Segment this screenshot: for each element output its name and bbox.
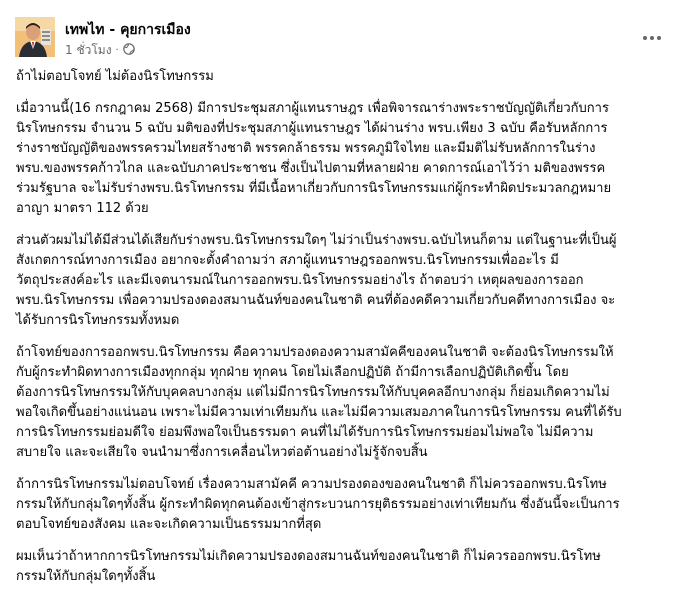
post-timestamp[interactable]: 1 ชั่วโมง	[65, 43, 112, 57]
post-paragraph: ผมเห็นว่าถ้าหากการนิรโทษกรรมไม่เกิดความปรองดองสมานฉันท์ของคนในชาติ ก็ไม่ควรออกพรบ.นิรโทษ กรรมให้กับกลุ่มใดๆทั้งสิ้น	[16, 549, 601, 584]
more-horizontal-icon	[643, 36, 647, 40]
post-meta	[65, 41, 135, 60]
post-paragraph: เมื่อวานนี้(16 กรกฎาคม 2568) มีการประชุมสภาผู้แทนราษฎร เพื่อพิจารณาร่างพระราชบัญญัติเกี่ยวกับการ นิรโทษกรรม จำนวน 5 ฉบับ มติของที่ประชุมสภาผู้แทนราษฎร ได้ผ่านร่าง พรบ.เพียง 3 ฉบับ คือรับหลักการ ร่างราชบัญญัติของพรรครวมไทยสร้างชาติ พรรคกล้าธรรม พรรคภูมิใจไทย และมีมติไม่รับหลักการในร่าง พรบ.ของพรรคก้าวไกล และฉบับภาคประชาชน ซึ่งเป็นไปตามที่หลายฝ่าย คาดการณ์เอาไว้ว่า มติของพรรค ร่วมรัฐบาล จะไม่รับร่างพรบ.นิรโทษกรรม ที่มีเนื้อหาเกี่ยวกับการนิรโทษกรรมแก่ผู้กระทำผิดประมวลกฎหมาย อาญา มาตรา 112 ด้วย	[16, 101, 612, 216]
post-header	[15, 16, 670, 60]
globe-icon-graphic	[123, 43, 135, 55]
more-horizontal-icon	[650, 36, 654, 40]
profile-photo	[15, 17, 55, 57]
more-horizontal-icon	[657, 36, 661, 40]
avatar[interactable]	[15, 17, 55, 57]
post-body	[16, 67, 671, 599]
post-paragraph: ส่วนตัวผมไม่ได้มีส่วนได้เสียกับร่างพรบ.นิรโทษกรรมใดๆ ไม่ว่าเป็นร่างพรบ.ฉบับไหนก็ตาม แต่ในฐานะที่เป็นผู้ สังเกตการณ์ทางการเมือง อยากจะตั้งคำถามว่า สภาผู้แทนราษฎรออกพรบ.นิรโทษกรรมเพื่ออะไร มี วัตถุประสงค์อะไร และมีเจตนารมณ์ในการออกพรบ.นิรโทษกรรมอย่างไร ถ้าตอบว่า เหตุผลของการออก พรบ.นิรโทษกรรม เพื่อความปรองดองสมานฉันท์ของคนในชาติ คนที่ต้องคดีความเกี่ยวกับคดีทางการเมือง จะ ได้รับการนิรโทษกรรมทั้งหมด	[16, 233, 617, 328]
post-paragraph: ถ้าโจทย์ของการออกพรบ.นิรโทษกรรม คือความปรองดองความสามัคคีของคนในชาติ จะต้องนิรโทษกรรมให้ กับผู้กระทำผิดทางการเมืองทุกกลุ่ม ทุกฝ่าย ทุกคน โดยไม่เลือกปฏิบัติ ถ้ามีการเลือกปฏิบัติเกิดขึ้น โดย ต้องการนิรโทษกรรมให้กับบุคคลบางกลุ่ม แต่ไม่มีการนิรโทษกรรมให้กับบุคคลอีกบางกลุ่ม ก็ย่อมเกิดความไม่ พอใจเกิดขึ้นอย่างแน่นอน เพราะไม่มีความเท่าเทียมกัน และไม่มีความเสมอภาคในการนิรโทษกรรม คนที่ได้รับ การนิรโทษกรรมย่อมดีใจ ย่อมพึงพอใจเป็นธรรมดา คนที่ไม่ได้รับการนิรโทษกรรมย่อมไม่พอใจ ไม่มีความ สบายใจ และจะเสียใจ จนนำมาซึ่งการเคลื่อนไหวต่อต้านอย่างไม่รู้จักจบสิ้น	[16, 345, 622, 460]
author-name[interactable]: เทพไท - คุยการเมือง	[65, 22, 191, 38]
separator-dot: ·	[115, 45, 119, 56]
globe-icon[interactable]	[123, 43, 135, 58]
more-options-button[interactable]	[634, 20, 670, 56]
post-headline: ถ้าไม่ตอบโจทย์ ไม่ต้องนิรโทษกรรม	[16, 69, 214, 84]
post-paragraph: ถ้าการนิรโทษกรรมไม่ตอบโจทย์ เรื่องความสามัคคี ความปรองดองของคนในชาติ ก็ไม่ควรออกพรบ.นิรโทษ กรรมให้กับกลุ่มใดๆทั้งสิ้น ผู้กระทำผิดทุกคนต้องเข้าสู่กระบวนการยุติธรรมอย่างเท่าเทียมกัน ซึ่งอันนี้จะเป็นการ ตอบโจทย์ของสังคม และจะเกิดความเป็นธรรมมากที่สุด	[16, 477, 620, 532]
